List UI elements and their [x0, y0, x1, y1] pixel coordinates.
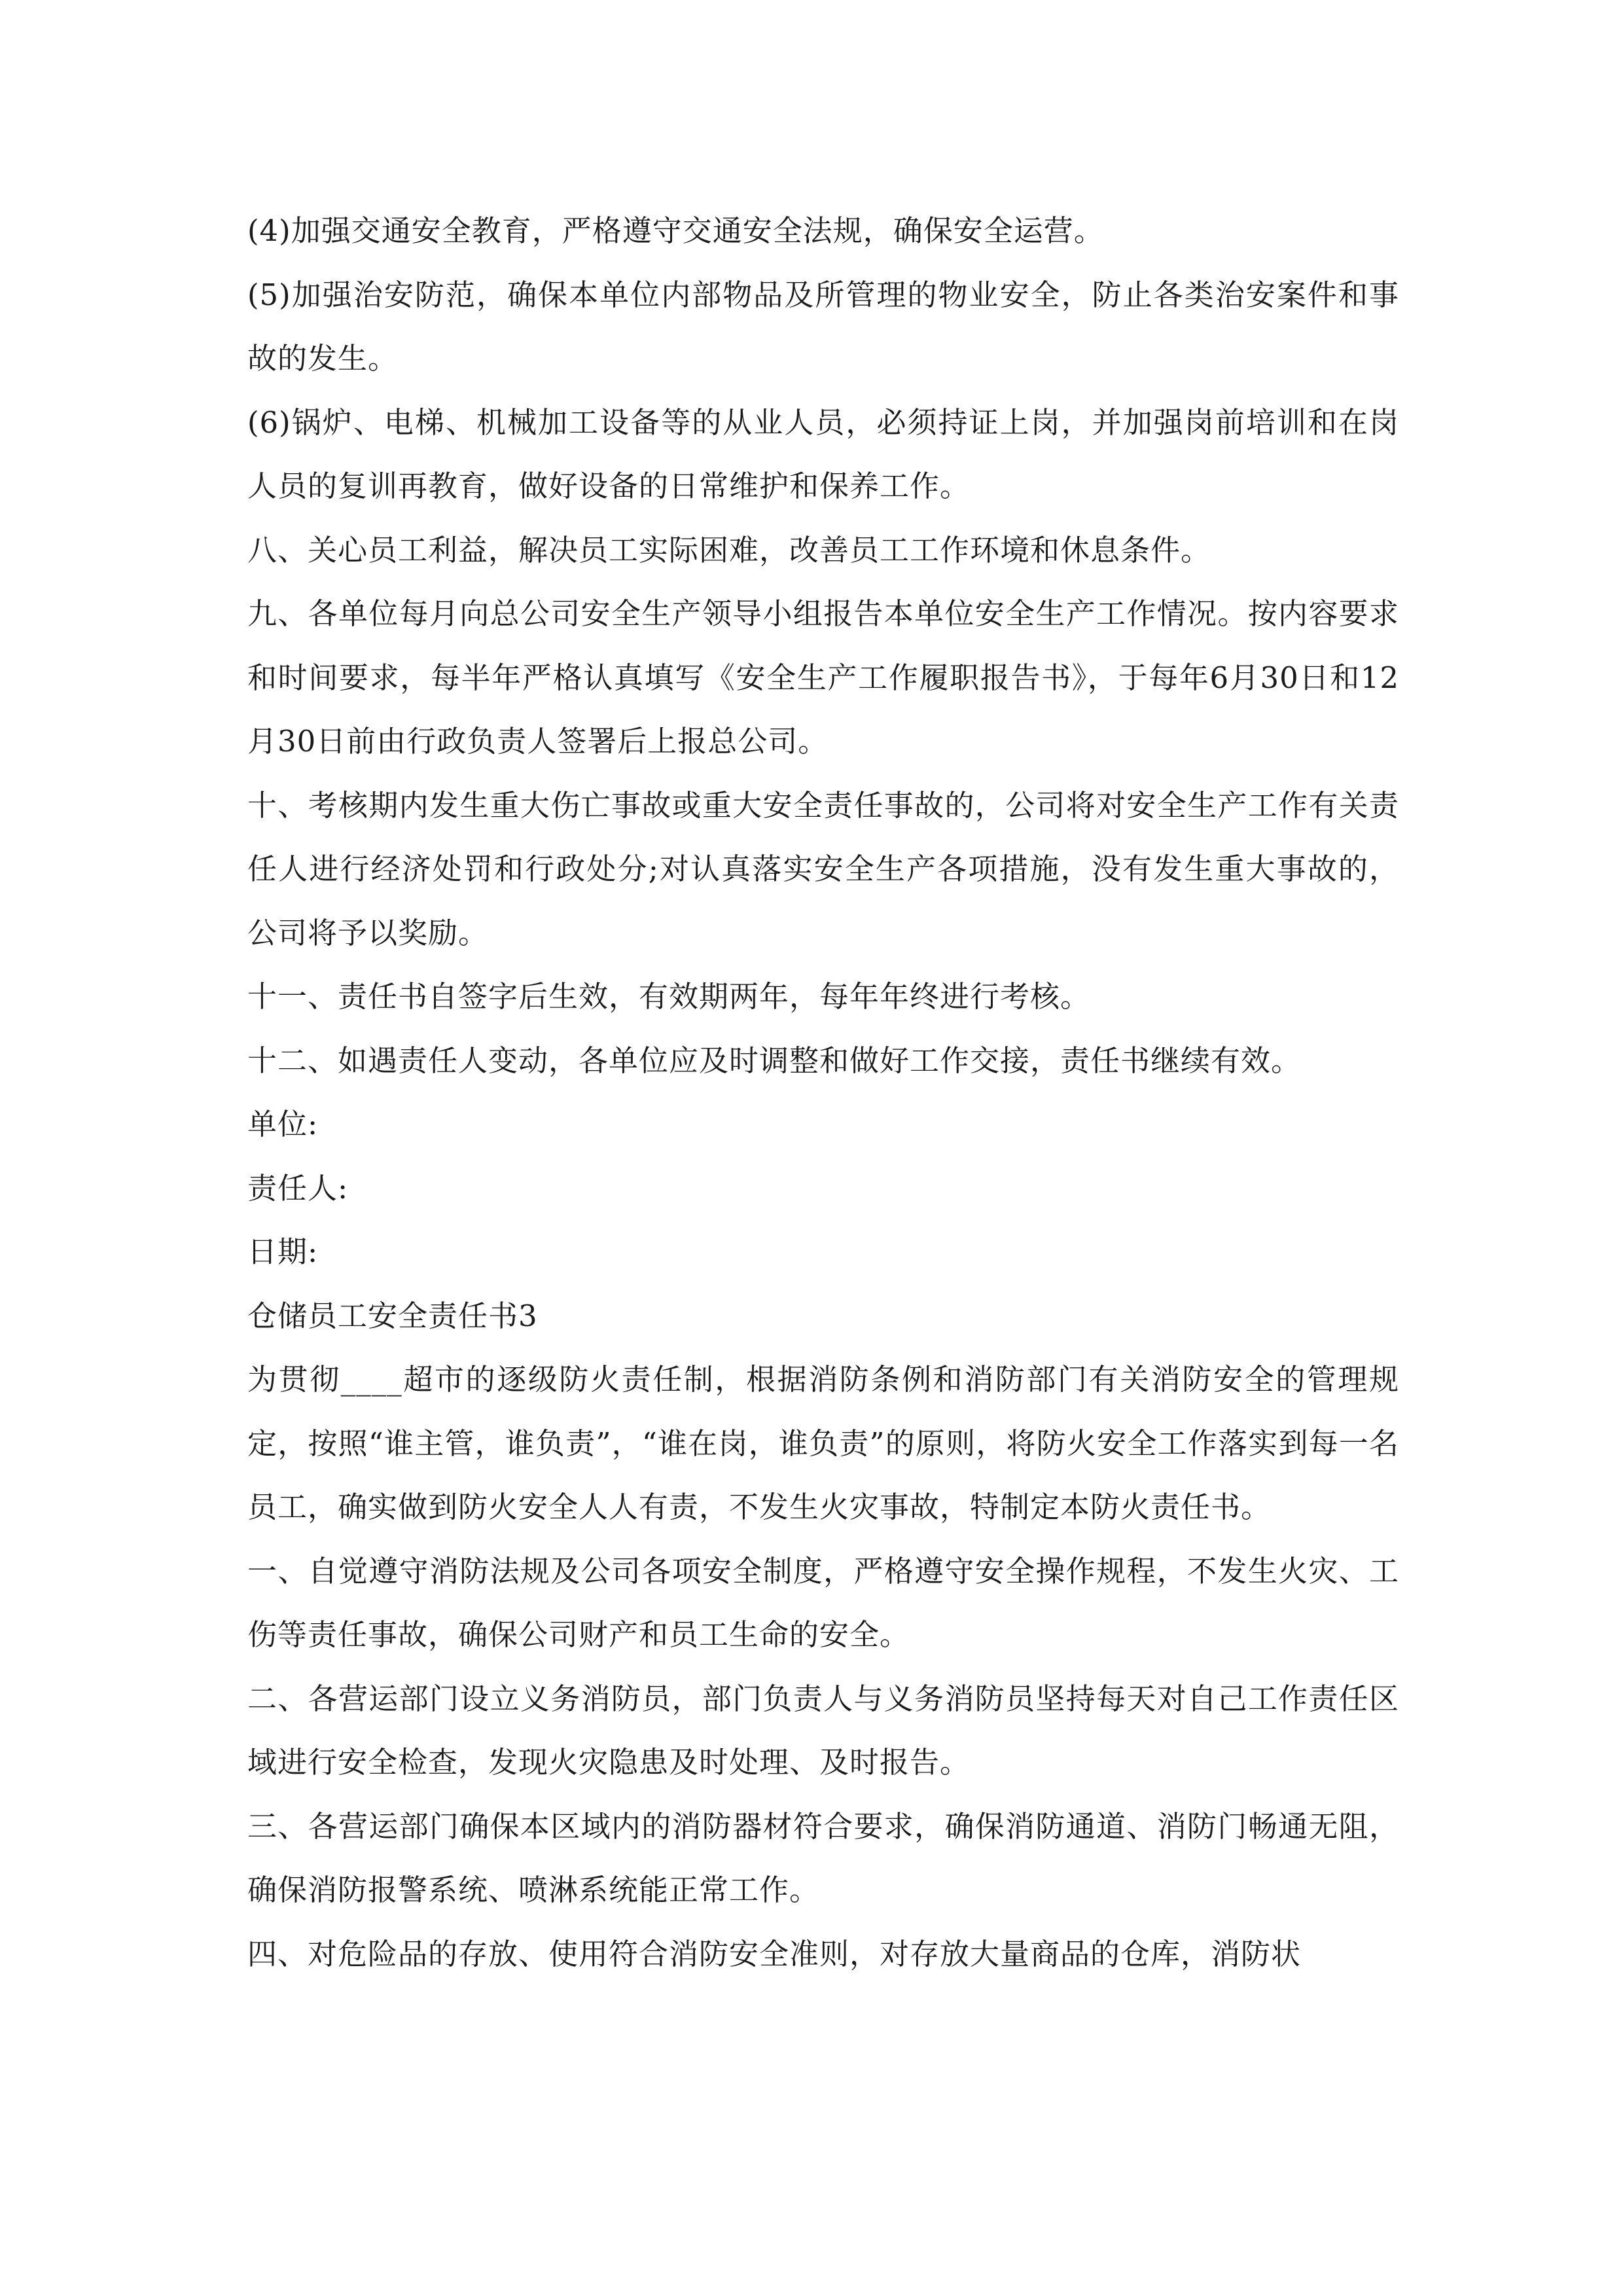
paragraph-clause-4: 四、对危险品的存放、使用符合消防安全准则，对存放大量商品的仓库，消防状: [247, 1936, 1302, 1971]
paragraph-clause-3: 三、各营运部门确保本区域内的消防器材符合要求，确保消防通道、消防门畅通无阻，确保消防报警系统、喷淋系统能正常工作。: [247, 1808, 1399, 1907]
signature-person-label: 责任人:: [247, 1170, 349, 1206]
signature-unit-label: 单位:: [247, 1107, 319, 1141]
paragraph-clause-9: 九、各单位每月向总公司安全生产领导小组报告本单位安全生产工作情况。按内容要求和时间要求，每半年严格认真填写《安全生产工作履职报告书》，于每年6月30日和12月30日前由行政负责人签署后上报总公司。: [247, 596, 1399, 759]
paragraph-clause-12: 十二、如遇责任人变动，各单位应及时调整和做好工作交接，责任书继续有效。: [247, 1043, 1302, 1078]
paragraph-clause-1: 一、自觉遵守消防法规及公司各项安全制度，严格遵守安全操作规程，不发生火灾、工伤等责任事故，确保公司财产和员工生命的安全。: [247, 1553, 1399, 1652]
paragraph-item-6: (6)锅炉、电梯、机械加工设备等的从业人员，必须持证上岗，并加强岗前培训和在岗人员的复训再教育，做好设备的日常维护和保养工作。: [247, 404, 1399, 503]
paragraph-clause-11: 十一、责任书自签字后生效，有效期两年，每年年终进行考核。: [247, 979, 1091, 1014]
paragraph-clause-8: 八、关心员工利益，解决员工实际困难，改善员工工作环境和休息条件。: [247, 532, 1211, 567]
signature-date-label: 日期:: [247, 1234, 319, 1269]
paragraph-item-5: (5)加强治安防范，确保本单位内部物品及所管理的物业安全，防止各类治安案件和事故的发生。: [247, 277, 1399, 376]
paragraph-clause-10: 十、考核期内发生重大伤亡事故或重大安全责任事故的，公司将对安全生产工作有关责任人进行经济处罚和行政处分;对认真落实安全生产各项措施，没有发生重大事故的，公司将予以奖励。: [247, 787, 1399, 950]
section-title: 仓储员工安全责任书3: [247, 1298, 538, 1333]
paragraph-clause-2: 二、各营运部门设立义务消防员，部门负责人与义务消防员坚持每天对自己工作责任区域进行安全检查，发现火灾隐患及时处理、及时报告。: [247, 1681, 1399, 1780]
document-body: [247, 199, 1399, 1986]
intro-paragraph: 为贯彻____超市的逐级防火责任制，根据消防条例和消防部门有关消防安全的管理规定，按照“谁主管，谁负责”，“谁在岗，谁负责”的原则，将防火安全工作落实到每一名员工，确实做到防火安全人人有责，不发生火灾事故，特制定本防火责任书。: [247, 1362, 1399, 1524]
paragraph-item-4: (4)加强交通安全教育，严格遵守交通安全法规，确保安全运营。: [247, 213, 1104, 248]
